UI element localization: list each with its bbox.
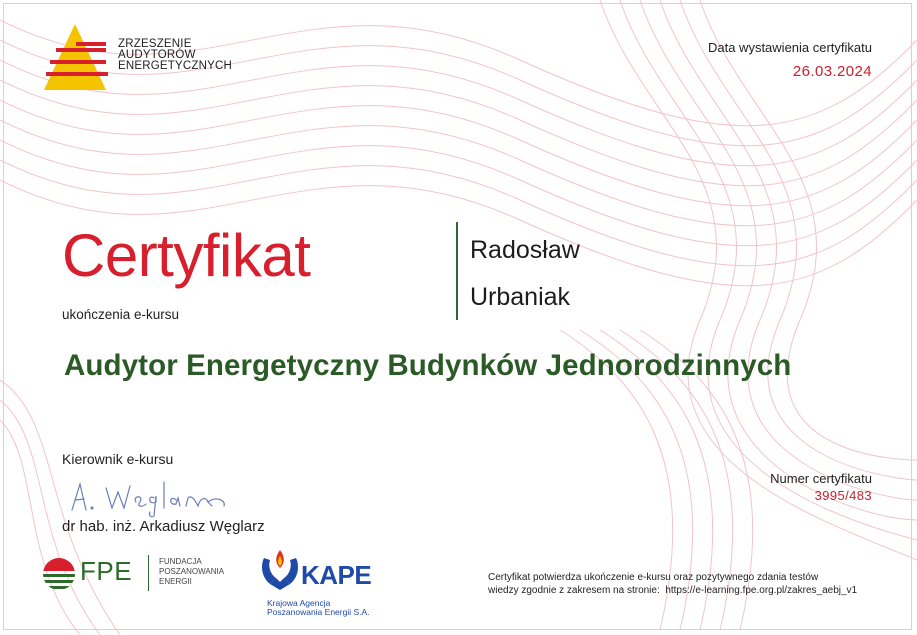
- note-line-2: wiedzy zgodnie z zakresem na stronie:: [488, 585, 660, 596]
- kape-hands-flame-icon: [258, 544, 302, 592]
- certificate-number-label: Numer certyfikatu: [770, 471, 872, 486]
- recipient-first-name: Radosław: [470, 236, 580, 264]
- fpe-separator: [148, 555, 149, 591]
- issue-date-label: Data wystawienia certyfikatu: [707, 40, 872, 55]
- triangle-logo-icon: [42, 22, 112, 94]
- certificate-title: Certyfikat: [62, 222, 311, 289]
- organization-name: ZRZESZENIE AUDYTORÓW ENERGETYCZNYCH: [118, 38, 232, 72]
- verification-note: [488, 571, 857, 597]
- kape-short-name: KAPE: [301, 560, 372, 590]
- course-name: Audytor Energetyczny Budynków Jednorodzinnych: [64, 349, 792, 382]
- organization-logo: [42, 22, 242, 94]
- kape-full-name: Krajowa Agencja Poszanowania Energii S.A.: [267, 598, 370, 617]
- fpe-short-name: FPE: [80, 556, 133, 586]
- fpe-logo: [42, 553, 242, 593]
- note-line-1: Certyfikat potwierdza ukończenie e-kursu oraz pozytywnego zdania testów: [488, 572, 819, 583]
- handwritten-signature: [66, 472, 236, 518]
- fpe-sun-icon: [42, 557, 76, 591]
- course-scope-link[interactable]: https://e-learning.fpe.org.pl/zakres_aebj_v1: [665, 585, 858, 596]
- signature-label: Kierownik e-kursu: [62, 451, 174, 467]
- recipient-last-name: Urbaniak: [470, 283, 571, 311]
- certificate-subtitle: ukończenia e-kursu: [62, 307, 180, 322]
- signer-name: dr hab. inż. Arkadiusz Węglarz: [62, 518, 265, 535]
- issue-date: 26.03.2024: [792, 63, 872, 80]
- certificate-number: 3995/483: [814, 488, 872, 503]
- fpe-full-name: FUNDACJA POSZANOWANIA ENERGII: [159, 557, 225, 586]
- kape-logo: [256, 540, 396, 615]
- name-divider: [456, 222, 458, 320]
